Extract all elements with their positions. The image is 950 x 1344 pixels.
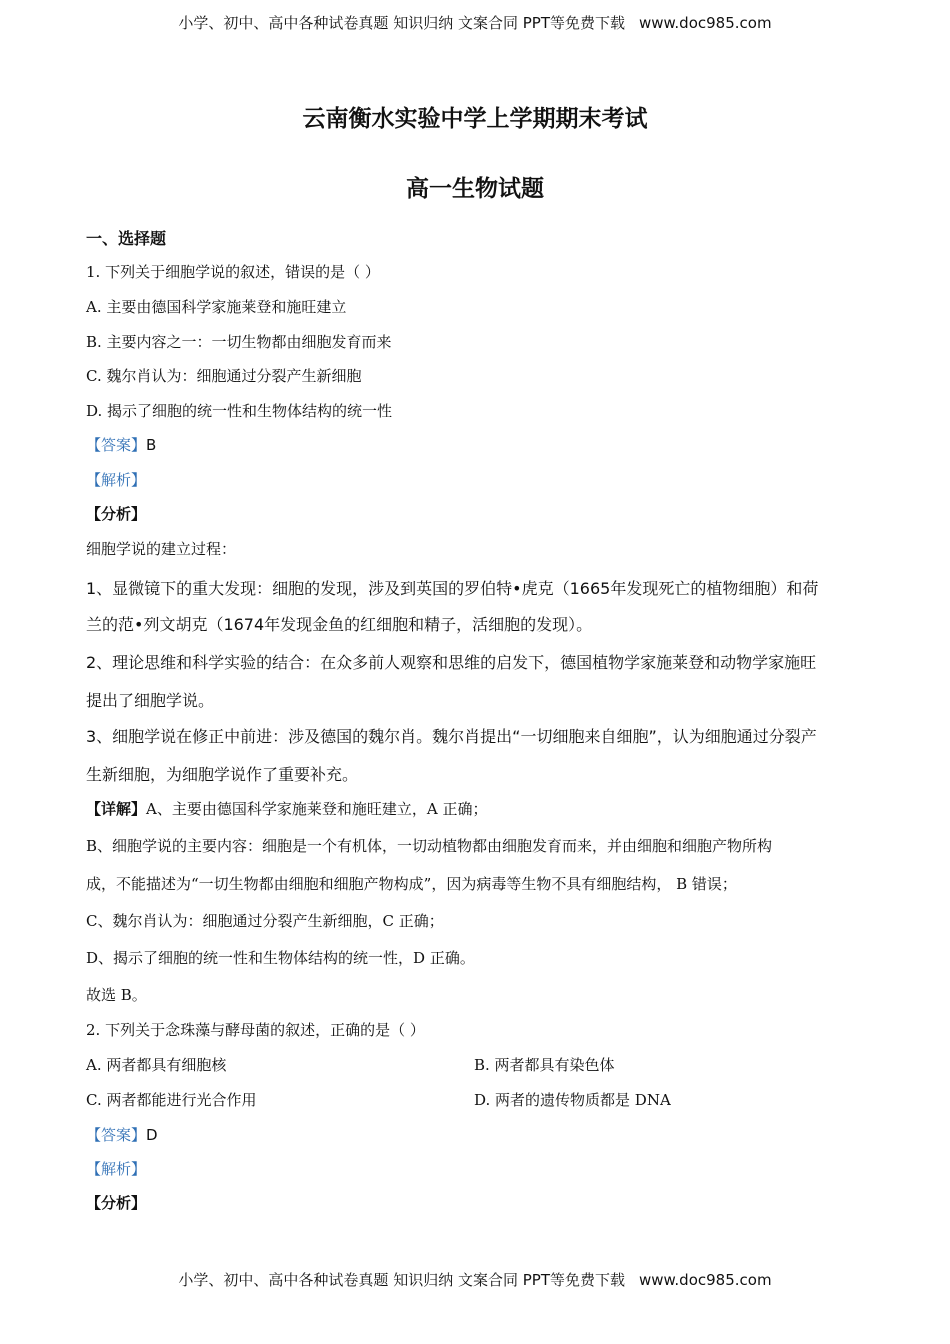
footer-banner-text: 小学、初中、高中各种试卷真题 知识归纳 文案合同 PPT等免费下载 xyxy=(178,1271,625,1289)
q2-option-a: A. 两者都具有细胞核 xyxy=(86,1056,227,1074)
q1-detail-d: D、揭示了细胞的统一性和生物体结构的统一性，D 正确。 xyxy=(86,949,475,967)
q1-point-3a: 3、细胞学说在修正中前进：涉及德国的魏尔肖。魏尔肖提出“一切细胞来自细胞”，认为细胞通过分裂产 xyxy=(86,727,817,746)
q1-answer-value: B xyxy=(146,436,157,454)
q2-option-c: C. 两者都能进行光合作用 xyxy=(86,1091,257,1109)
document-title: 云南衡水实验中学上学期期末考试 xyxy=(302,105,648,132)
q1-point-1b: 兰的范•列文胡克（1674年发现金鱼的红细胞和精子，活细胞的发现）。 xyxy=(86,615,593,634)
q1-conclusion: 故选 B。 xyxy=(86,986,147,1004)
q1-option-b: B. 主要内容之一：一切生物都由细胞发育而来 xyxy=(86,333,392,351)
q1-point-1a: 1、显微镜下的重大发现：细胞的发现，涉及到英国的罗伯特•虎克（1665年发现死亡的植物细胞）和荷 xyxy=(86,579,819,598)
section-heading: 一、选择题 xyxy=(86,229,167,248)
q2-answer-value: D xyxy=(146,1126,158,1144)
footer-banner-url[interactable]: www.doc985.com xyxy=(638,1271,772,1289)
q1-detail-a-text: A、主要由德国科学家施莱登和施旺建立，A 正确； xyxy=(146,800,488,818)
q1-detail-a xyxy=(86,798,487,819)
q2-answer-label: 【答案】 xyxy=(86,1126,147,1144)
q1-point-2a: 2、理论思维和科学实验的结合：在众多前人观察和思维的启发下，德国植物学家施莱登和动物学家施旺 xyxy=(86,653,817,672)
q1-answer xyxy=(86,434,156,455)
q1-detail-label: 【详解】 xyxy=(86,800,147,818)
q2-jiexi-label: 【解析】 xyxy=(86,1160,147,1178)
q2-fenxi-label: 【分析】 xyxy=(86,1194,147,1212)
q2-option-b: B. 两者都具有染色体 xyxy=(474,1056,615,1074)
document-subtitle: 高一生物试题 xyxy=(406,175,544,202)
q1-answer-label: 【答案】 xyxy=(86,436,147,454)
header-banner xyxy=(0,12,950,33)
q2-answer xyxy=(86,1124,158,1145)
q2-option-d: D. 两者的遗传物质都是 DNA xyxy=(474,1091,671,1109)
header-banner-url[interactable]: www.doc985.com xyxy=(638,14,772,32)
q2-stem: 2. 下列关于念珠藻与酵母菌的叙述，正确的是（ ） xyxy=(86,1021,425,1039)
q1-point-3b: 生新细胞，为细胞学说作了重要补充。 xyxy=(86,765,359,784)
q1-detail-b2: 成，不能描述为“一切生物都由细胞和细胞产物构成”，因为病毒等生物不具有细胞结构， B 错误； xyxy=(86,875,737,893)
q1-fenxi-label: 【分析】 xyxy=(86,505,147,523)
q1-option-d: D. 揭示了细胞的统一性和生物体结构的统一性 xyxy=(86,402,393,420)
q1-detail-c: C、魏尔肖认为：细胞通过分裂产生新细胞，C 正确； xyxy=(86,912,444,930)
q1-jiexi-label: 【解析】 xyxy=(86,471,147,489)
header-banner-text: 小学、初中、高中各种试卷真题 知识归纳 文案合同 PPT等免费下载 xyxy=(178,14,625,32)
footer-banner xyxy=(0,1269,950,1290)
q1-option-a: A. 主要由德国科学家施莱登和施旺建立 xyxy=(86,298,347,316)
q1-stem: 1. 下列关于细胞学说的叙述，错误的是（ ） xyxy=(86,263,380,281)
q1-detail-b1: B、细胞学说的主要内容：细胞是一个有机体，一切动植物都由细胞发育而来，并由细胞和细胞产物所构 xyxy=(86,837,773,855)
q1-point-2b: 提出了细胞学说。 xyxy=(86,691,215,710)
q1-process-title: 细胞学说的建立过程： xyxy=(86,540,237,558)
q1-option-c: C. 魏尔肖认为：细胞通过分裂产生新细胞 xyxy=(86,367,362,385)
